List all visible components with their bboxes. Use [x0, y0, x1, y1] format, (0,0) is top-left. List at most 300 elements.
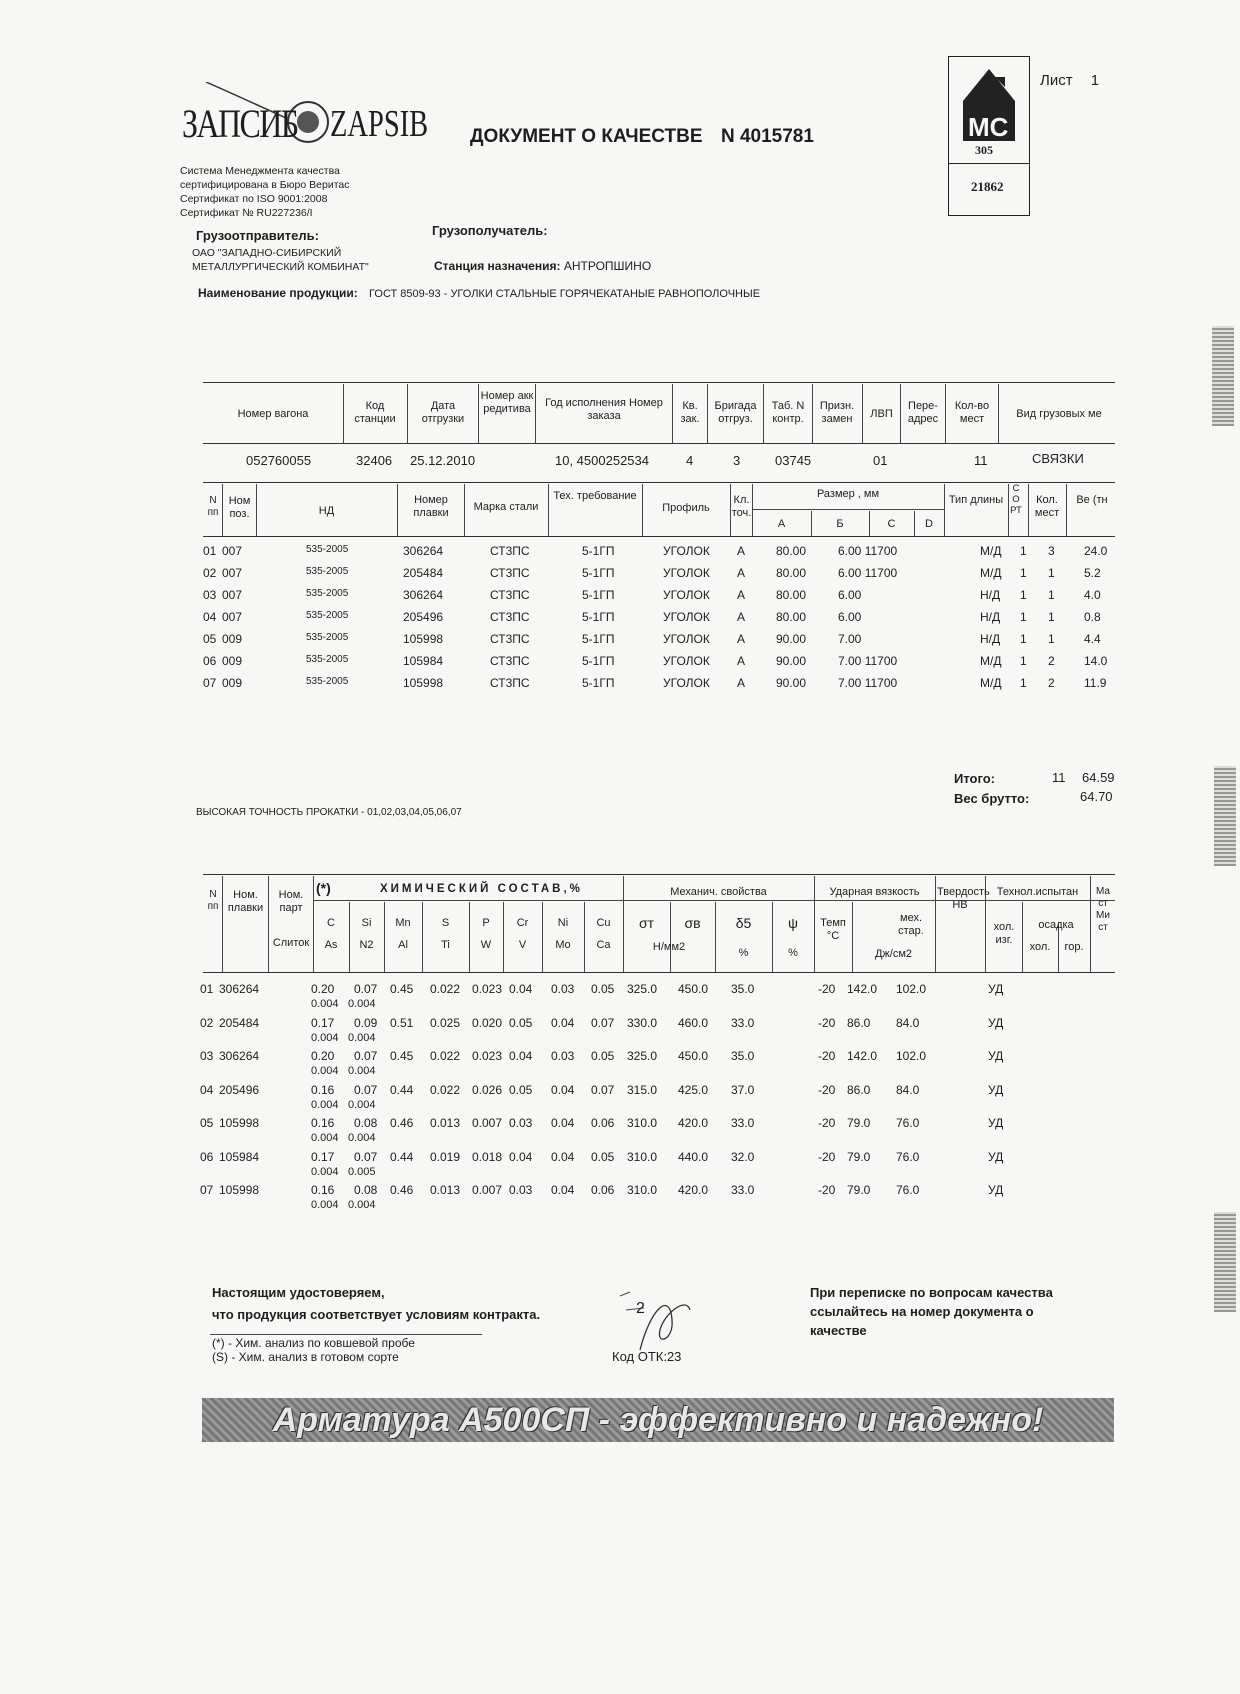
- table-cell: 1: [1020, 588, 1027, 602]
- chem-header-cell: Технол.испытан: [996, 886, 1079, 898]
- table-cell: 0.020: [472, 1015, 503, 1030]
- table-cell: 440.0: [678, 1149, 709, 1164]
- chem-el: As: [324, 939, 338, 951]
- table-cell: 5.2: [1084, 566, 1101, 580]
- table-cell: 5-1ГП: [582, 632, 615, 646]
- table-cell: 0.004: [348, 1065, 376, 1077]
- table-cell: 86.0: [847, 1015, 871, 1030]
- certify-line: что продукция соответствует условиям контракта.: [212, 1307, 541, 1322]
- table-cell: 0.03: [551, 982, 575, 996]
- table-cell: 3: [1048, 544, 1055, 558]
- table-cell: 1: [1048, 632, 1055, 646]
- table-cell: 90.00: [776, 676, 807, 690]
- table-cell: 450.0: [678, 982, 709, 996]
- table-cell: 330.0: [627, 1015, 658, 1030]
- table-cell: 0.44: [390, 1149, 414, 1164]
- product-value: ГОСТ 8509-93 - УГОЛКИ СТАЛЬНЫЕ ГОРЯЧЕКАТАНЫЕ РАВНОПОЛОЧНЫЕ: [369, 288, 761, 300]
- table-cell: 0.17: [311, 1015, 335, 1030]
- chem-header-cell: Механич. свойства: [670, 886, 767, 898]
- table-cell: 5-1ГП: [582, 588, 615, 602]
- table-cell: 535-2005: [306, 654, 349, 665]
- table-cell: 105984: [219, 1149, 260, 1164]
- table-cell: Н/Д: [980, 588, 1001, 602]
- note-line: (*) - Хим. анализ по ковшевой пробе: [212, 1336, 415, 1350]
- table-cell: 07: [200, 1183, 214, 1197]
- table-cell: 310.0: [627, 1149, 658, 1164]
- table-cell: 0.013: [430, 1116, 461, 1130]
- chem-el: гор.: [1064, 941, 1084, 953]
- table-cell: 35.0: [731, 982, 755, 996]
- contact-line: качестве: [810, 1323, 867, 1338]
- table-cell: 0.17: [311, 1149, 335, 1164]
- station-label: Станция назначения:: [434, 259, 561, 273]
- table-cell: УГОЛОК: [663, 544, 710, 558]
- table-cell: 007: [222, 588, 243, 602]
- table-cell: 007: [222, 566, 243, 580]
- chem-el: Si: [361, 917, 372, 929]
- table-cell: 80.00: [776, 566, 807, 580]
- table-cell: -20: [818, 1015, 836, 1030]
- qms-line: Сертификат № RU227236/I: [180, 207, 313, 219]
- table-cell: 6.00: [838, 610, 862, 624]
- table-cell: 306264: [403, 588, 444, 602]
- table-cell: Н/Д: [980, 632, 1001, 646]
- table-cell: А: [737, 632, 746, 646]
- table-cell: 2: [1048, 654, 1055, 668]
- chem-el: C: [327, 917, 335, 929]
- table-cell: 0.06: [591, 1116, 615, 1130]
- items-header-cell: НД: [318, 505, 335, 517]
- table-cell: 07: [203, 676, 217, 690]
- consignee-label: Грузополучатель:: [432, 223, 548, 238]
- table-cell: СТ3ПС: [490, 588, 530, 602]
- chem-el: хол. изг.: [993, 921, 1015, 947]
- otk-code: Код ОТК:23: [612, 1349, 682, 1364]
- table-cell: 0.013: [430, 1183, 461, 1197]
- table-cell: 6.00: [838, 588, 862, 602]
- table-cell: -20: [818, 1183, 836, 1197]
- doc-title: [470, 126, 814, 148]
- wagon-header-cell: Таб. N контр.: [771, 400, 805, 426]
- table-cell: 0.03: [509, 1116, 533, 1130]
- sheet-label: [1040, 72, 1099, 89]
- chem-el: σт: [638, 915, 655, 931]
- table-cell: 0.022: [430, 1049, 461, 1063]
- table-cell: 76.0: [896, 1149, 920, 1164]
- chem-el: Темп °С: [820, 917, 846, 943]
- table-cell: СТ3ПС: [490, 566, 530, 580]
- chem-el: Ca: [596, 939, 611, 951]
- table-cell: 0.03: [509, 1183, 533, 1197]
- shipper-name: [192, 246, 369, 274]
- table-cell: 0.45: [390, 982, 414, 996]
- table-cell: 142.0: [847, 982, 878, 996]
- table-cell: 0.06: [591, 1183, 615, 1197]
- table-cell: 105984: [403, 654, 444, 668]
- stamp-number-top: 305: [975, 143, 993, 157]
- contact-note: [810, 1283, 1053, 1340]
- chem-header-cell: Ма ст Ми ст: [1095, 886, 1110, 933]
- table-cell: 105998: [219, 1183, 260, 1197]
- certify-line: Настоящим удостоверяем,: [212, 1285, 385, 1300]
- chem-el: ψ: [788, 915, 798, 931]
- table-cell: 0.004: [311, 1165, 339, 1178]
- chem-el: хол.: [1029, 941, 1051, 953]
- table-cell: 0.04: [509, 982, 533, 996]
- table-cell: УГОЛОК: [663, 676, 710, 690]
- table-cell: 0.16: [311, 1116, 335, 1130]
- items-header-cell: Марка стали: [473, 501, 539, 513]
- table-cell: 105998: [403, 632, 444, 646]
- items-header-cell: А: [777, 518, 786, 530]
- table-cell: 0.05: [591, 1149, 615, 1164]
- shipper-label: Грузоотправитель:: [196, 228, 319, 243]
- order-quarter: 4: [686, 453, 694, 468]
- table-cell: М/Д: [980, 566, 1002, 580]
- contact-line: При переписке по вопросам качества: [810, 1285, 1053, 1300]
- table-cell: -20: [818, 1116, 836, 1130]
- table-cell: 310.0: [627, 1183, 658, 1197]
- table-cell: 205496: [403, 610, 444, 624]
- table-cell: 0.026: [472, 1082, 503, 1097]
- analysis-notes: [212, 1336, 415, 1364]
- chem-header-cell: Твердость НВ: [937, 886, 990, 912]
- table-cell: А: [737, 544, 746, 558]
- table-cell: 1: [1048, 588, 1055, 602]
- table-cell: УГОЛОК: [663, 654, 710, 668]
- table-cell: 0.023: [472, 982, 503, 996]
- table-cell: УД: [988, 1149, 1004, 1164]
- chem-el: W: [480, 939, 492, 951]
- table-cell: 84.0: [896, 1015, 920, 1030]
- table-cell: 33.0: [731, 1183, 755, 1197]
- table-cell: 0.004: [311, 1098, 339, 1111]
- table-cell: 76.0: [896, 1116, 920, 1130]
- scan-edge-mark: [1212, 326, 1234, 426]
- wagon-header-cell: Кв. зак.: [680, 400, 700, 426]
- note-line: (S) - Хим. анализ в готовом сорте: [212, 1350, 399, 1364]
- doc-number: N 4015781: [720, 126, 814, 147]
- items-header-cell: Б: [836, 518, 844, 530]
- table-cell: СТ3ПС: [490, 632, 530, 646]
- table-cell: 0.04: [551, 1082, 575, 1097]
- table-cell: 2: [1048, 676, 1055, 690]
- table-cell: 14.0: [1084, 654, 1108, 668]
- items-header-cell: С: [887, 518, 896, 530]
- table-cell: 79.0: [847, 1149, 871, 1164]
- table-cell: 80.00: [776, 610, 807, 624]
- chem-title: ХИМИЧЕСКИЙ СОСТАВ,%: [380, 883, 583, 895]
- table-cell: 0.004: [348, 1199, 376, 1211]
- controller-number: 03745: [775, 453, 812, 468]
- table-cell: 1: [1020, 632, 1027, 646]
- table-cell: 1: [1048, 566, 1055, 580]
- table-cell: 01: [203, 544, 217, 558]
- table-cell: 5-1ГП: [582, 544, 615, 558]
- contact-line: ссылайтесь на номер документа о: [810, 1304, 1034, 1319]
- table-cell: 4.4: [1084, 632, 1101, 646]
- chem-el: Н/мм2: [652, 941, 686, 953]
- wagon-header-cell: Год исполнения Номер заказа: [545, 397, 663, 423]
- chem-el: Дж/см2: [874, 948, 913, 960]
- table-cell: Н/Д: [980, 610, 1001, 624]
- table-cell: 460.0: [678, 1015, 709, 1030]
- wagon-header-cell: Код станции: [354, 400, 396, 426]
- banner-text: Арматура А500СП - эффективно и надежно!: [272, 1401, 1044, 1439]
- table-cell: 0.004: [311, 1199, 339, 1211]
- cargo-type: СВЯЗКИ: [1032, 451, 1084, 466]
- table-cell: А: [737, 654, 746, 668]
- table-cell: 0.004: [311, 1132, 339, 1144]
- table-cell: 11.9: [1084, 676, 1107, 690]
- table-cell: -20: [818, 1049, 836, 1063]
- wagon-header-cell: ЛВП: [870, 408, 893, 420]
- table-cell: 0.007: [472, 1183, 503, 1197]
- table-cell: 1: [1020, 544, 1027, 558]
- table-cell: М/Д: [980, 544, 1002, 558]
- table-cell: 205496: [219, 1082, 260, 1097]
- chem-star-mark: (*): [316, 880, 331, 896]
- table-cell: 105998: [403, 676, 444, 690]
- table-cell: УГОЛОК: [663, 566, 710, 580]
- sheet-label-text: Лист: [1040, 72, 1073, 89]
- table-cell: 0.07: [354, 1049, 378, 1063]
- table-cell: 0.20: [311, 982, 335, 996]
- table-cell: СТ3ПС: [490, 654, 530, 668]
- chem-header-cell: Слиток: [272, 937, 310, 949]
- places-count: 11: [974, 453, 988, 468]
- table-cell: 0.004: [311, 1065, 339, 1077]
- table-cell: 310.0: [627, 1116, 658, 1130]
- table-cell: 02: [200, 1015, 214, 1030]
- table-cell: 0.004: [348, 1098, 376, 1111]
- order-number: 10, 4500252534: [555, 453, 649, 468]
- table-cell: 0.20: [311, 1049, 335, 1063]
- table-cell: 7.00 11700: [838, 654, 898, 668]
- table-cell: 535-2005: [306, 566, 349, 577]
- table-cell: 0.07: [354, 1149, 378, 1164]
- table-cell: 0.05: [591, 1049, 615, 1063]
- chem-el: Ti: [441, 939, 450, 951]
- chem-el: σв: [684, 915, 701, 931]
- table-cell: 5-1ГП: [582, 654, 615, 668]
- table-cell: 306264: [403, 544, 444, 558]
- qms-line: Сертификат по ISO 9001:2008: [180, 193, 328, 205]
- chem-header-cell: Ном. парт: [278, 889, 304, 915]
- scan-edge-mark: [1214, 766, 1236, 866]
- table-cell: 0.8: [1084, 610, 1101, 624]
- table-cell: 6.00 11700: [838, 566, 898, 580]
- table-cell: 535-2005: [306, 676, 349, 687]
- chem-el: Al: [398, 939, 408, 951]
- wagon-header-cell: Вид грузовых ме: [1016, 408, 1102, 420]
- table-cell: 425.0: [678, 1082, 709, 1097]
- table-cell: 5-1ГП: [582, 566, 615, 580]
- table-cell: УД: [988, 1082, 1004, 1097]
- table-cell: 0.05: [509, 1015, 533, 1030]
- wagon-number: 052760055: [246, 453, 312, 468]
- table-cell: 0.04: [551, 1116, 575, 1130]
- table-cell: 7.00 11700: [838, 676, 898, 690]
- table-cell: 315.0: [627, 1082, 658, 1097]
- table-cell: 02: [203, 566, 217, 580]
- company-logo: [178, 82, 429, 152]
- stamp-mark: МС: [968, 112, 1009, 142]
- wagon-header-cell: Дата отгрузки: [421, 400, 465, 426]
- table-cell: М/Д: [980, 676, 1002, 690]
- table-cell: 0.04: [551, 1149, 575, 1164]
- items-header-cell: Кл. точ.: [731, 494, 752, 520]
- table-cell: 1: [1020, 654, 1027, 668]
- items-header-cell: Профиль: [662, 502, 710, 514]
- table-cell: 0.07: [354, 1082, 378, 1097]
- table-cell: УД: [988, 1116, 1004, 1130]
- table-cell: СТ3ПС: [490, 610, 530, 624]
- qms-block: [180, 164, 349, 220]
- table-cell: 535-2005: [306, 632, 349, 643]
- table-cell: 205484: [403, 566, 444, 580]
- table-cell: 535-2005: [306, 588, 349, 599]
- table-cell: 0.45: [390, 1049, 414, 1063]
- table-cell: 90.00: [776, 632, 807, 646]
- total-weight: 64.59: [1082, 770, 1115, 785]
- chem-el: Cr: [516, 917, 529, 929]
- table-cell: А: [737, 566, 746, 580]
- table-cell: 32.0: [731, 1149, 755, 1164]
- wagon-header-cell: Призн. замен: [819, 400, 855, 426]
- table-cell: 420.0: [678, 1116, 709, 1130]
- station-value: АНТРОПШИНО: [563, 259, 652, 273]
- items-header-cell: Тех. требование: [553, 490, 637, 502]
- table-cell: 03: [200, 1049, 214, 1063]
- table-cell: 0.51: [390, 1015, 414, 1030]
- chem-el: Mo: [555, 939, 571, 951]
- table-cell: 03: [203, 588, 217, 602]
- table-cell: 0.004: [348, 1132, 376, 1144]
- table-cell: 04: [203, 610, 217, 624]
- chem-el: Mn: [395, 917, 411, 929]
- table-cell: 102.0: [896, 1049, 927, 1063]
- precision-note: ВЫСОКАЯ ТОЧНОСТЬ ПРОКАТКИ - 01,02,03,04,05,06,07: [196, 807, 462, 818]
- station-code: 32406: [356, 453, 393, 468]
- table-cell: 80.00: [776, 588, 807, 602]
- stamp-house-icon: [949, 61, 1029, 151]
- table-cell: 007: [222, 610, 243, 624]
- chem-el: P: [482, 917, 490, 929]
- table-cell: 1: [1020, 610, 1027, 624]
- chem-el: N2: [359, 939, 374, 951]
- table-cell: 0.16: [311, 1082, 335, 1097]
- table-cell: 0.023: [472, 1049, 503, 1063]
- scan-edge-mark: [1214, 1212, 1236, 1312]
- chem-header-cell: N пп: [207, 889, 219, 912]
- table-cell: УГОЛОК: [663, 610, 710, 624]
- logo-text-ru: ЗАПСИБ: [182, 101, 298, 146]
- gross-weight: 64.70: [1080, 789, 1113, 804]
- sheet-number: 1: [1090, 72, 1100, 89]
- table-cell: 05: [200, 1116, 214, 1130]
- table-cell: 0.004: [348, 998, 376, 1010]
- product-row: [198, 286, 760, 300]
- items-header-cell: Ве (тн: [1076, 494, 1108, 506]
- table-cell: 76.0: [896, 1183, 920, 1197]
- table-cell: 84.0: [896, 1082, 920, 1097]
- table-cell: А: [737, 610, 746, 624]
- qms-line: Система Менеджмента качества: [180, 165, 340, 177]
- table-cell: 0.004: [311, 998, 339, 1010]
- promo-banner: [202, 1398, 1114, 1442]
- table-cell: 420.0: [678, 1183, 709, 1197]
- total-places: 11: [1052, 770, 1066, 785]
- product-label: Наименование продукции:: [198, 286, 358, 300]
- table-cell: 0.022: [430, 982, 461, 996]
- table-cell: СТ3ПС: [490, 544, 530, 558]
- wagon-header-cell: Бригада отгруз.: [714, 400, 757, 426]
- table-cell: 5-1ГП: [582, 676, 615, 690]
- table-cell: 1: [1048, 610, 1055, 624]
- chem-el: %: [738, 947, 749, 959]
- table-cell: 0.04: [551, 1015, 575, 1030]
- table-cell: А: [737, 676, 746, 690]
- table-cell: 37.0: [731, 1082, 755, 1097]
- shipper-line: ОАО "ЗАПАДНО-СИБИРСКИЙ: [192, 247, 342, 259]
- table-cell: 535-2005: [306, 610, 349, 621]
- table-cell: -20: [818, 1149, 836, 1164]
- chem-el: %: [788, 947, 798, 959]
- table-cell: 80.00: [776, 544, 807, 558]
- table-cell: А: [737, 588, 746, 602]
- table-cell: 306264: [219, 1049, 260, 1063]
- table-cell: 0.44: [390, 1082, 414, 1097]
- table-cell: 0.09: [354, 1015, 378, 1030]
- table-cell: УГОЛОК: [663, 632, 710, 646]
- table-cell: 24.0: [1084, 544, 1108, 558]
- table-cell: 0.025: [430, 1015, 461, 1030]
- table-cell: 0.022: [430, 1082, 461, 1097]
- items-header-cell: Кол. мест: [1034, 494, 1060, 520]
- table-cell: 0.019: [430, 1149, 461, 1164]
- table-cell: 79.0: [847, 1116, 871, 1130]
- table-cell: 0.007: [472, 1116, 503, 1130]
- table-cell: 0.004: [311, 1031, 339, 1044]
- table-cell: 06: [203, 654, 217, 668]
- table-cell: УД: [988, 1049, 1004, 1063]
- table-cell: 205484: [219, 1015, 260, 1030]
- table-cell: УГОЛОК: [663, 588, 710, 602]
- table-cell: 5-1ГП: [582, 610, 615, 624]
- table-cell: 01: [200, 982, 214, 996]
- items-header-cell: Размер , мм: [816, 488, 880, 500]
- table-cell: 06: [200, 1149, 214, 1164]
- doc-title-text: ДОКУМЕНТ О КАЧЕСТВЕ: [470, 126, 703, 147]
- lvp-value: 01: [873, 453, 888, 468]
- table-cell: 79.0: [847, 1183, 871, 1197]
- items-header-cell: Ном поз.: [228, 495, 251, 521]
- certification-stamp: [948, 56, 1030, 216]
- table-cell: 0.07: [354, 982, 378, 996]
- table-cell: СТ3ПС: [490, 676, 530, 690]
- stamp-number-bottom: 21862: [971, 179, 1004, 194]
- table-cell: 450.0: [678, 1049, 709, 1063]
- gross-label: Вес брутто:: [954, 791, 1030, 806]
- table-cell: М/Д: [980, 654, 1002, 668]
- chem-el: δ5: [735, 915, 752, 931]
- table-cell: 0.005: [348, 1165, 376, 1178]
- table-cell: 0.08: [354, 1183, 378, 1197]
- table-cell: 0.16: [311, 1183, 335, 1197]
- table-cell: 535-2005: [306, 544, 349, 555]
- qms-line: сертифицирована в Бюро Веритас: [180, 179, 350, 191]
